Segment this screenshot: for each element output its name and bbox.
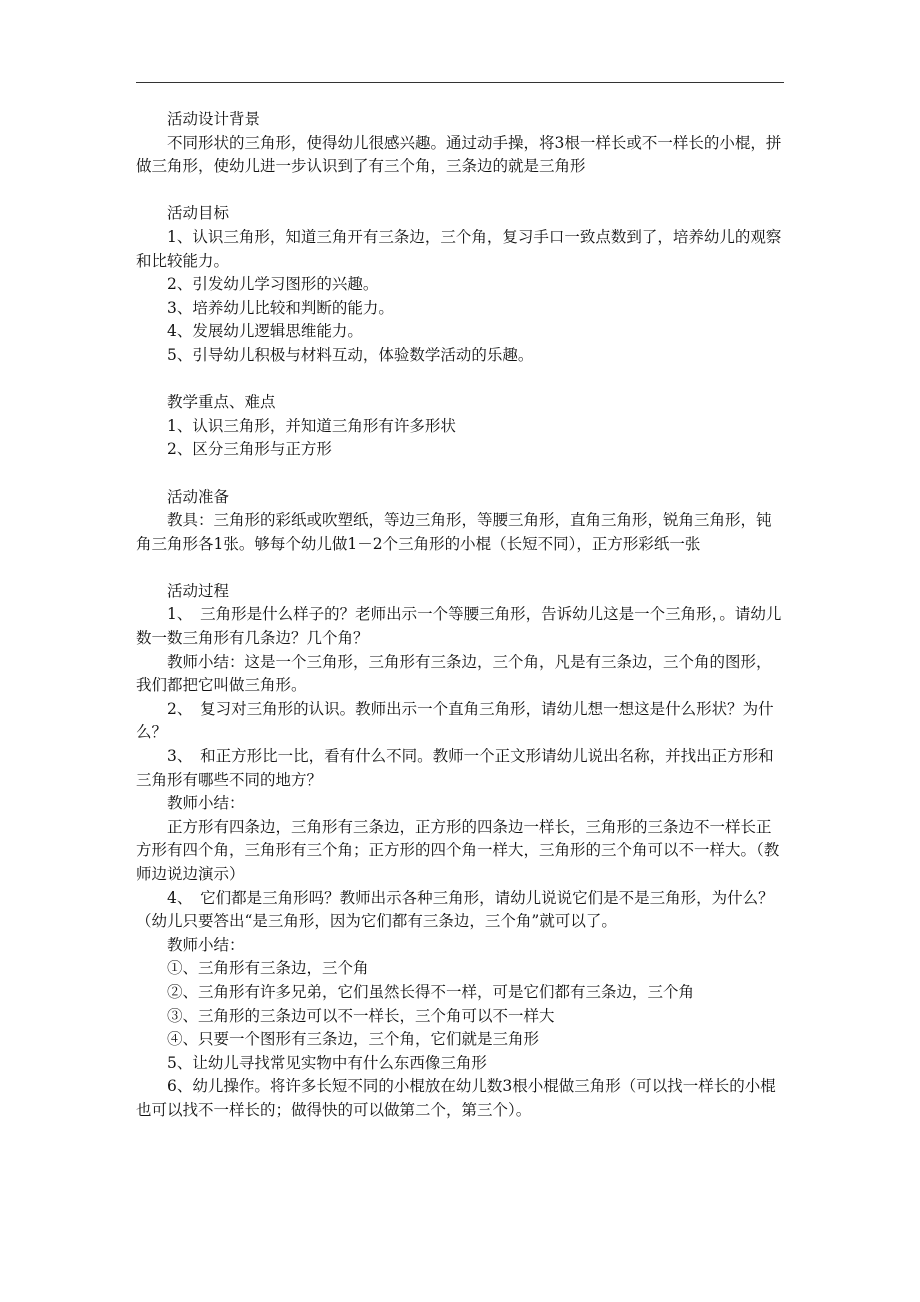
- key-point-item: 2、区分三角形与正方形: [167, 440, 332, 459]
- goal-item: 3、培养幼儿比较和判断的能力。: [167, 298, 394, 317]
- process-item: 1、 三角形是什么样子的？老师出示一个等腰三角形，告诉幼儿这是一个三角形，。请幼儿数一数三角形有几条边？几个角？: [136, 605, 782, 648]
- background-paragraph: 不同形状的三角形，使得幼儿很感兴趣。通过动手操，将3根一样长或不一样长的小棍，拼做三角形，使幼儿进一步认识到了有三个角，三条边的就是三角形: [136, 133, 782, 176]
- process-item: 教师小结：这是一个三角形，三角形有三条边，三个角，凡是有三条边，三个角的图形，我们都把它叫做三角形。: [136, 652, 772, 695]
- key-point-item: 1、认识三角形，并知道三角形有许多形状: [167, 416, 456, 435]
- preparation-paragraph: 教具：三角形的彩纸或吹塑纸，等边三角形，等腰三角形，直角三角形，锐角三角形，钝角三角形各1张。够每个幼儿做1－2个三角形的小棍（长短不同），正方形彩纸一张: [136, 511, 772, 553]
- process-item: 教师小结：: [167, 794, 245, 813]
- section-heading-process: 活动过程: [167, 581, 230, 600]
- goal-item: 5、引导幼儿积极与材料互动，体验数学活动的乐趣。: [167, 345, 534, 364]
- process-item: 教师小结：: [167, 935, 245, 954]
- process-item: 6、幼儿操作。将许多长短不同的小棍放在幼儿数3根小棍做三角形（可以找一样长的小棍也可以找不一样长的；做得快的可以做第二个，第三个）。: [136, 1077, 776, 1119]
- process-item: ①、三角形有三条边，三个角: [167, 959, 369, 978]
- document-body: [136, 108, 784, 1123]
- process-item: 4、 它们都是三角形吗？教师出示各种三角形，请幼儿说说它们是不是三角形，为什么？（幼儿只要答出“是三角形，因为它们都有三条边，三个角”就可以了。: [136, 888, 774, 931]
- section-heading-goals: 活动目标: [167, 204, 230, 223]
- process-item: 3、 和正方形比一比，看有什么不同。教师一个正文形请幼儿说出名称，并找出正方形和三角形有哪些不同的地方？: [136, 747, 774, 789]
- process-item: ④、只要一个图形有三条边，三个角，它们就是三角形: [167, 1030, 540, 1049]
- goal-item: 2、引发幼儿学习图形的兴趣。: [167, 275, 379, 294]
- section-heading-background: 活动设计背景: [167, 110, 261, 128]
- process-item: 2、 复习对三角形的认识。教师出示一个直角三角形，请幼儿想一想这是什么形状？为什么？: [136, 699, 774, 742]
- goal-item: 4、发展幼儿逻辑思维能力。: [167, 322, 363, 341]
- process-item: ②、三角形有许多兄弟，它们虽然长得不一样，可是它们都有三条边，三个角: [167, 982, 695, 1001]
- section-heading-key-points: 教学重点、难点: [167, 393, 276, 412]
- goal-item: 1、认识三角形，知道三角开有三条边，三个角，复习手口一致点数到了，培养幼儿的观察和比较能力。: [136, 227, 782, 270]
- process-item: 正方形有四条边，三角形有三条边，正方形的四条边一样长，三角形的三条边不一样长正方形有四个角，三角形有三个角；正方形的四个角一样大，三角形的三个角可以不一样大。（教师边说边演示）: [136, 817, 780, 883]
- section-heading-preparation: 活动准备: [167, 487, 230, 506]
- process-item: 5、让幼儿寻找常见实物中有什么东西像三角形: [167, 1053, 487, 1072]
- header-rule: [136, 82, 784, 83]
- process-item: ③、三角形的三条边可以不一样长，三个角可以不一样大: [167, 1006, 555, 1025]
